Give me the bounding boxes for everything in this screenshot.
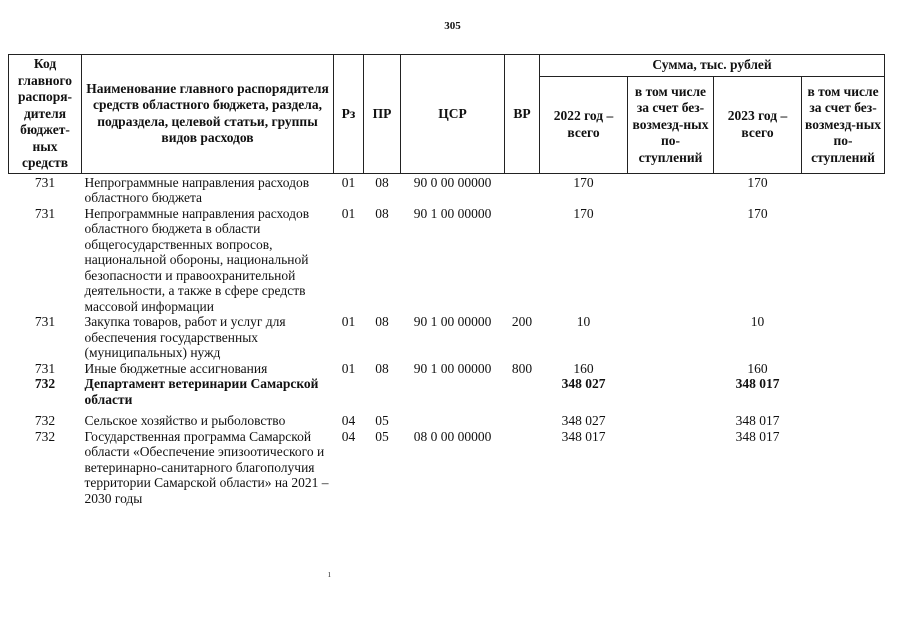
- cell-2023-grants: [802, 429, 885, 507]
- cell-csr: [401, 413, 505, 429]
- cell-rz: 01: [341, 205, 356, 221]
- header-2023-total: 2023 год – всего: [714, 77, 802, 174]
- cell-2022-grants: [628, 429, 714, 507]
- cell-csr: 90 1 00 00000: [413, 314, 492, 329]
- cell-rz: 01: [341, 174, 356, 190]
- cell-2022-total: 348 027: [561, 376, 606, 391]
- header-sum: Сумма, тыс. рублей: [540, 55, 885, 77]
- cell-pr: 05: [375, 428, 389, 444]
- cell-2022-grants: [628, 376, 714, 407]
- cell-2022-total: 170: [573, 174, 594, 190]
- page-number: 305: [444, 20, 461, 32]
- cell-vr: [505, 206, 540, 315]
- cell-csr: 90 1 00 00000: [413, 360, 492, 376]
- cell-csr: 08 0 00 00000: [413, 428, 492, 444]
- cell-2022-grants: [628, 361, 714, 377]
- cell-2023-grants: [802, 173, 885, 206]
- cell-2023-total: 160: [747, 360, 768, 376]
- cell-2022-grants: [628, 413, 714, 429]
- cell-code: 732: [34, 376, 56, 391]
- cell-2023-total: 348 017: [735, 428, 780, 444]
- cell-name: Закупка товаров, работ и услуг для обеспечения государственных (муниципальных) нужд: [84, 314, 286, 360]
- cell-code: 732: [34, 413, 56, 428]
- cell-code: 731: [34, 360, 56, 376]
- cell-pr: 08: [375, 360, 389, 376]
- cell-rz: 04: [341, 413, 356, 428]
- cell-pr: 08: [375, 205, 389, 221]
- cell-2023-grants: [802, 314, 885, 361]
- cell-2022-grants: [628, 173, 714, 206]
- scan-mark: ı: [328, 569, 331, 580]
- header-pr: ПР: [364, 55, 401, 174]
- cell-2022-grants: [628, 206, 714, 315]
- cell-name: Департамент ветеринарии Самарской области: [84, 376, 319, 407]
- cell-2022-total: 348 017: [561, 428, 606, 444]
- cell-name: Государственная программа Самарской области «Обеспечение эпизоотического и ветеринарно-санитарного благополучия территории Самарской области» на 2021 – 2030 годы: [84, 428, 329, 506]
- table-row: [9, 376, 885, 407]
- cell-pr: [364, 376, 401, 407]
- cell-rz: [334, 376, 364, 407]
- cell-2023-total: 10: [750, 314, 765, 329]
- cell-2022-total: 160: [573, 360, 594, 376]
- cell-2023-grants: [802, 376, 885, 407]
- cell-vr: [505, 173, 540, 206]
- header-rz: Рз: [334, 55, 364, 174]
- header-name: Наименование главного распорядителя средств областного бюджета, раздела, подраздела, целевой статьи, группы видов расходов: [82, 55, 334, 174]
- cell-2023-total: 170: [747, 174, 768, 190]
- cell-2022-total: 348 027: [561, 413, 606, 428]
- table-row: [9, 173, 885, 206]
- cell-name: Непрограммные направления расходов областного бюджета в области общегосударственных вопросов, национальной обороны, национальной безопасности и правоохранительной деятельности, а также в сфере средств массовой информации: [84, 205, 310, 314]
- table-row: [9, 206, 885, 315]
- cell-code: 731: [34, 314, 56, 329]
- cell-code: 731: [34, 205, 56, 221]
- cell-2023-grants: [802, 206, 885, 315]
- header-2022-total: 2022 год – всего: [540, 77, 628, 174]
- cell-pr: 05: [375, 413, 389, 428]
- header-vr: ВР: [505, 55, 540, 174]
- cell-csr: 90 1 00 00000: [413, 205, 492, 221]
- cell-vr: [505, 376, 540, 407]
- table-row: [9, 429, 885, 507]
- cell-2022-total: 10: [576, 314, 591, 329]
- cell-rz: 04: [341, 428, 356, 444]
- cell-2023-total: 348 017: [735, 413, 780, 428]
- cell-vr: 800: [511, 360, 533, 376]
- cell-2023-grants: [802, 361, 885, 377]
- table-row: [9, 361, 885, 377]
- cell-vr: [505, 413, 540, 429]
- cell-pr: 08: [375, 174, 389, 190]
- cell-name: Сельское хозяйство и рыболовство: [84, 413, 286, 428]
- cell-csr: 90 0 00 00000: [413, 174, 492, 190]
- cell-rz: 01: [341, 314, 356, 329]
- cell-2022-grants: [628, 314, 714, 361]
- header-csr: ЦСР: [401, 55, 505, 174]
- table-row: [9, 314, 885, 361]
- cell-pr: 08: [375, 314, 389, 329]
- cell-name: Непрограммные направления расходов областного бюджета: [84, 174, 310, 205]
- budget-table: [8, 54, 885, 506]
- cell-2022-total: 170: [573, 205, 594, 221]
- cell-vr: 200: [511, 314, 533, 329]
- cell-2023-grants: [802, 413, 885, 429]
- cell-code: 731: [34, 174, 56, 190]
- cell-2023-total: 348 017: [735, 376, 780, 391]
- table-row: [9, 413, 885, 429]
- cell-name: Иные бюджетные ассигнования: [84, 360, 268, 376]
- header-2022-grants: в том числе за счет без-возмезд-ных по-ступлений: [628, 77, 714, 174]
- table-body: [9, 173, 885, 506]
- table-header: [9, 55, 885, 174]
- header-code: Код главного распоря-дителя бюджет-ных средств: [9, 55, 82, 174]
- cell-vr: [505, 429, 540, 507]
- cell-2023-total: 170: [747, 205, 768, 221]
- cell-rz: 01: [341, 360, 356, 376]
- header-2023-grants: в том числе за счет без-возмезд-ных по-ступлений: [802, 77, 885, 174]
- cell-code: 732: [34, 428, 56, 444]
- cell-csr: [401, 376, 505, 407]
